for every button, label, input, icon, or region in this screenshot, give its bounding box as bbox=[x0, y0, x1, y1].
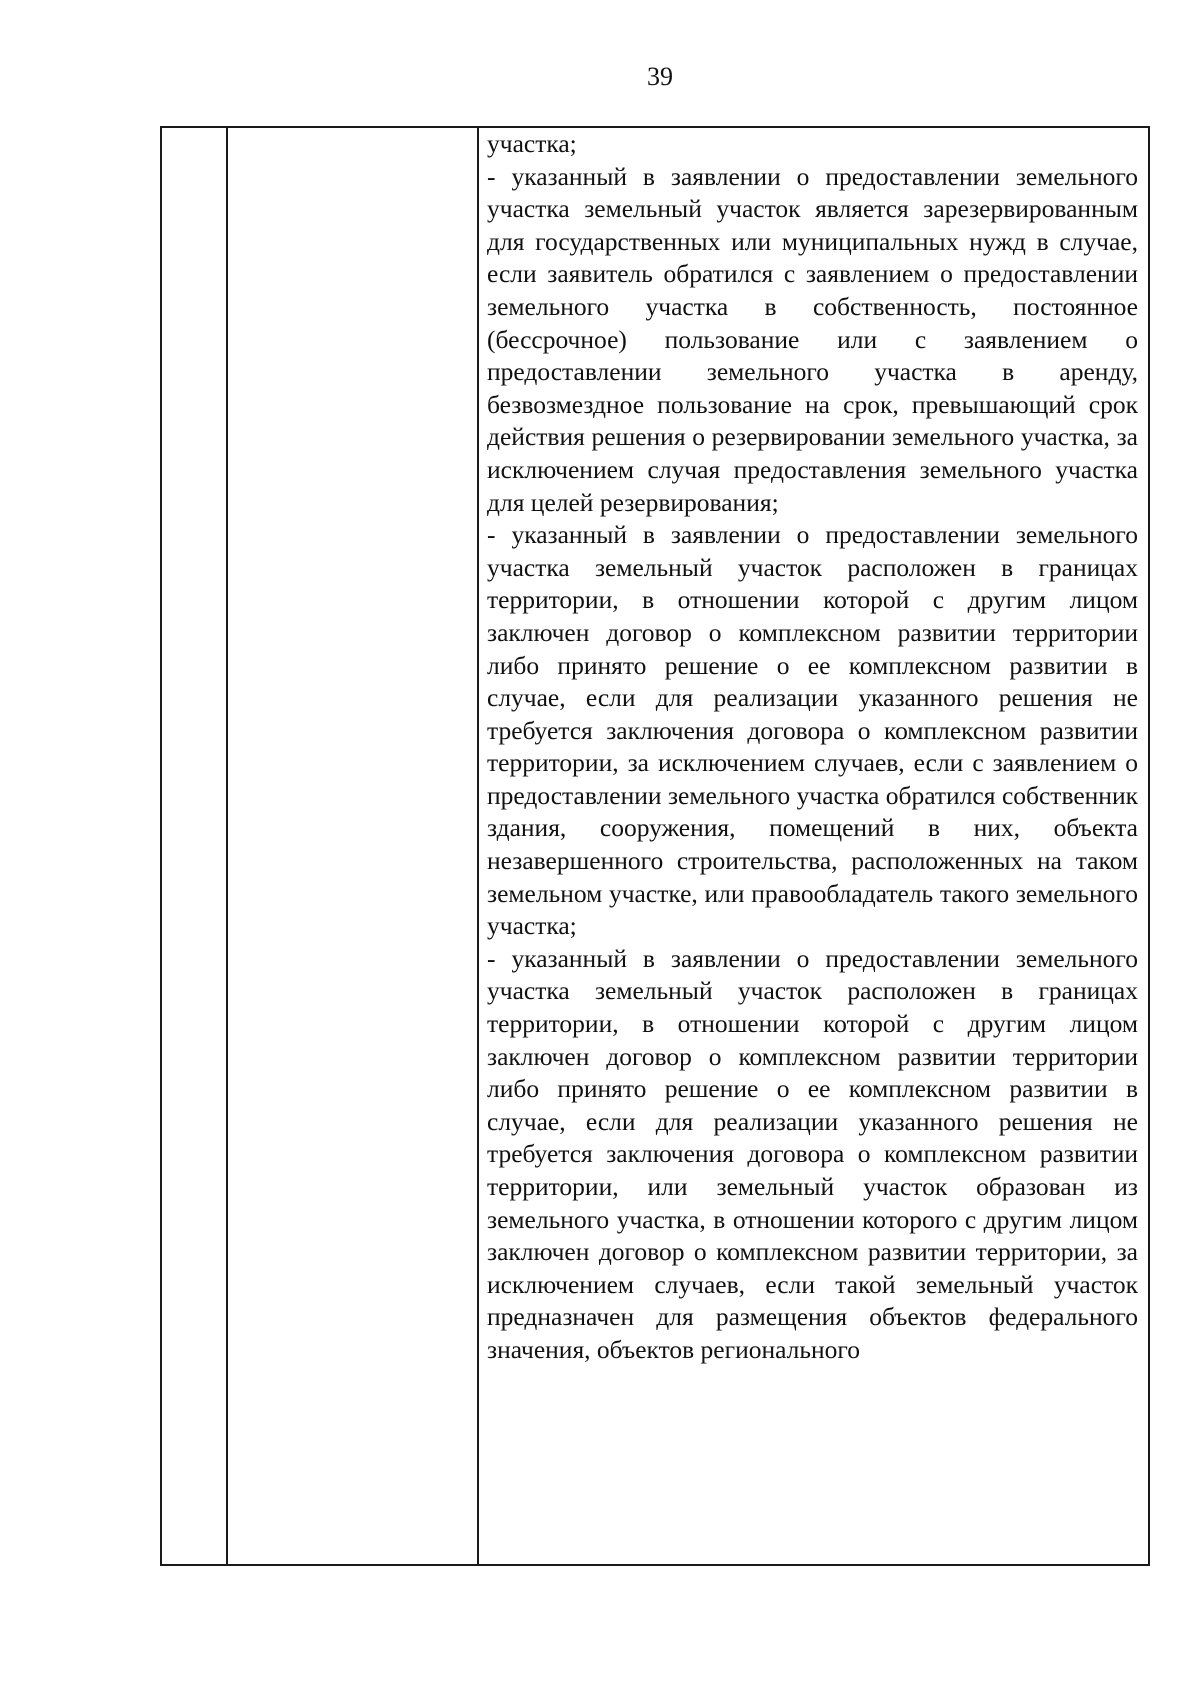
table-cell-name bbox=[227, 127, 478, 1565]
document-table bbox=[160, 126, 1150, 1566]
table-cell-content bbox=[478, 127, 1149, 1565]
paragraph: участка; bbox=[487, 129, 577, 158]
page-number: 39 bbox=[647, 62, 673, 91]
cell-content-text bbox=[479, 128, 1148, 1367]
paragraph: - указанный в заявлении о предоставлении земельного участка земельный участок расположен в границах территории, в отношении которой с другим лицом заключен договор о комплексном развитии территории либо принято решение о ее комплексном развитии в случае, если для реализации указанного решения не требуется заключения договора о комплексном развитии территории, за исключением случаев, если с заявлением о предоставлении земельного участка обратился собственник здания, сооружения, помещений в них, объекта незавершенного строительства, расположенных на таком земельном участке, или правообладатель такого земельного участка; bbox=[487, 520, 1138, 941]
paragraph: - указанный в заявлении о предоставлении земельного участка земельный участок расположен в границах территории, в отношении которой с другим лицом заключен договор о комплексном развитии территории либо принято решение о ее комплексном развитии в случае, если для реализации указанного решения не требуется заключения договора о комплексном развитии территории, или земельный участок образован из земельного участка, в отношении которого с другим лицом заключен договор о комплексном развитии территории, за исключением случаев, если такой земельный участок предназначен для размещения объектов федерального значения, объектов регионального bbox=[487, 943, 1138, 1364]
table-row bbox=[161, 127, 1149, 1565]
paragraph: - указанный в заявлении о предоставлении земельного участка земельный участок является зарезервированным для государственных или муниципальных нужд в случае, если заявитель обратился с заявлением о предоставлении земельного участка в собственность, постоянное (бессрочное) пользование или с заявлением о предоставлении земельного участка в аренду, безвозмездное пользование на срок, превышающий срок действия решения о резервировании земельного участка, за исключением случая предоставления земельного участка для целей резервирования; bbox=[487, 161, 1138, 517]
table-cell-number bbox=[161, 127, 227, 1565]
